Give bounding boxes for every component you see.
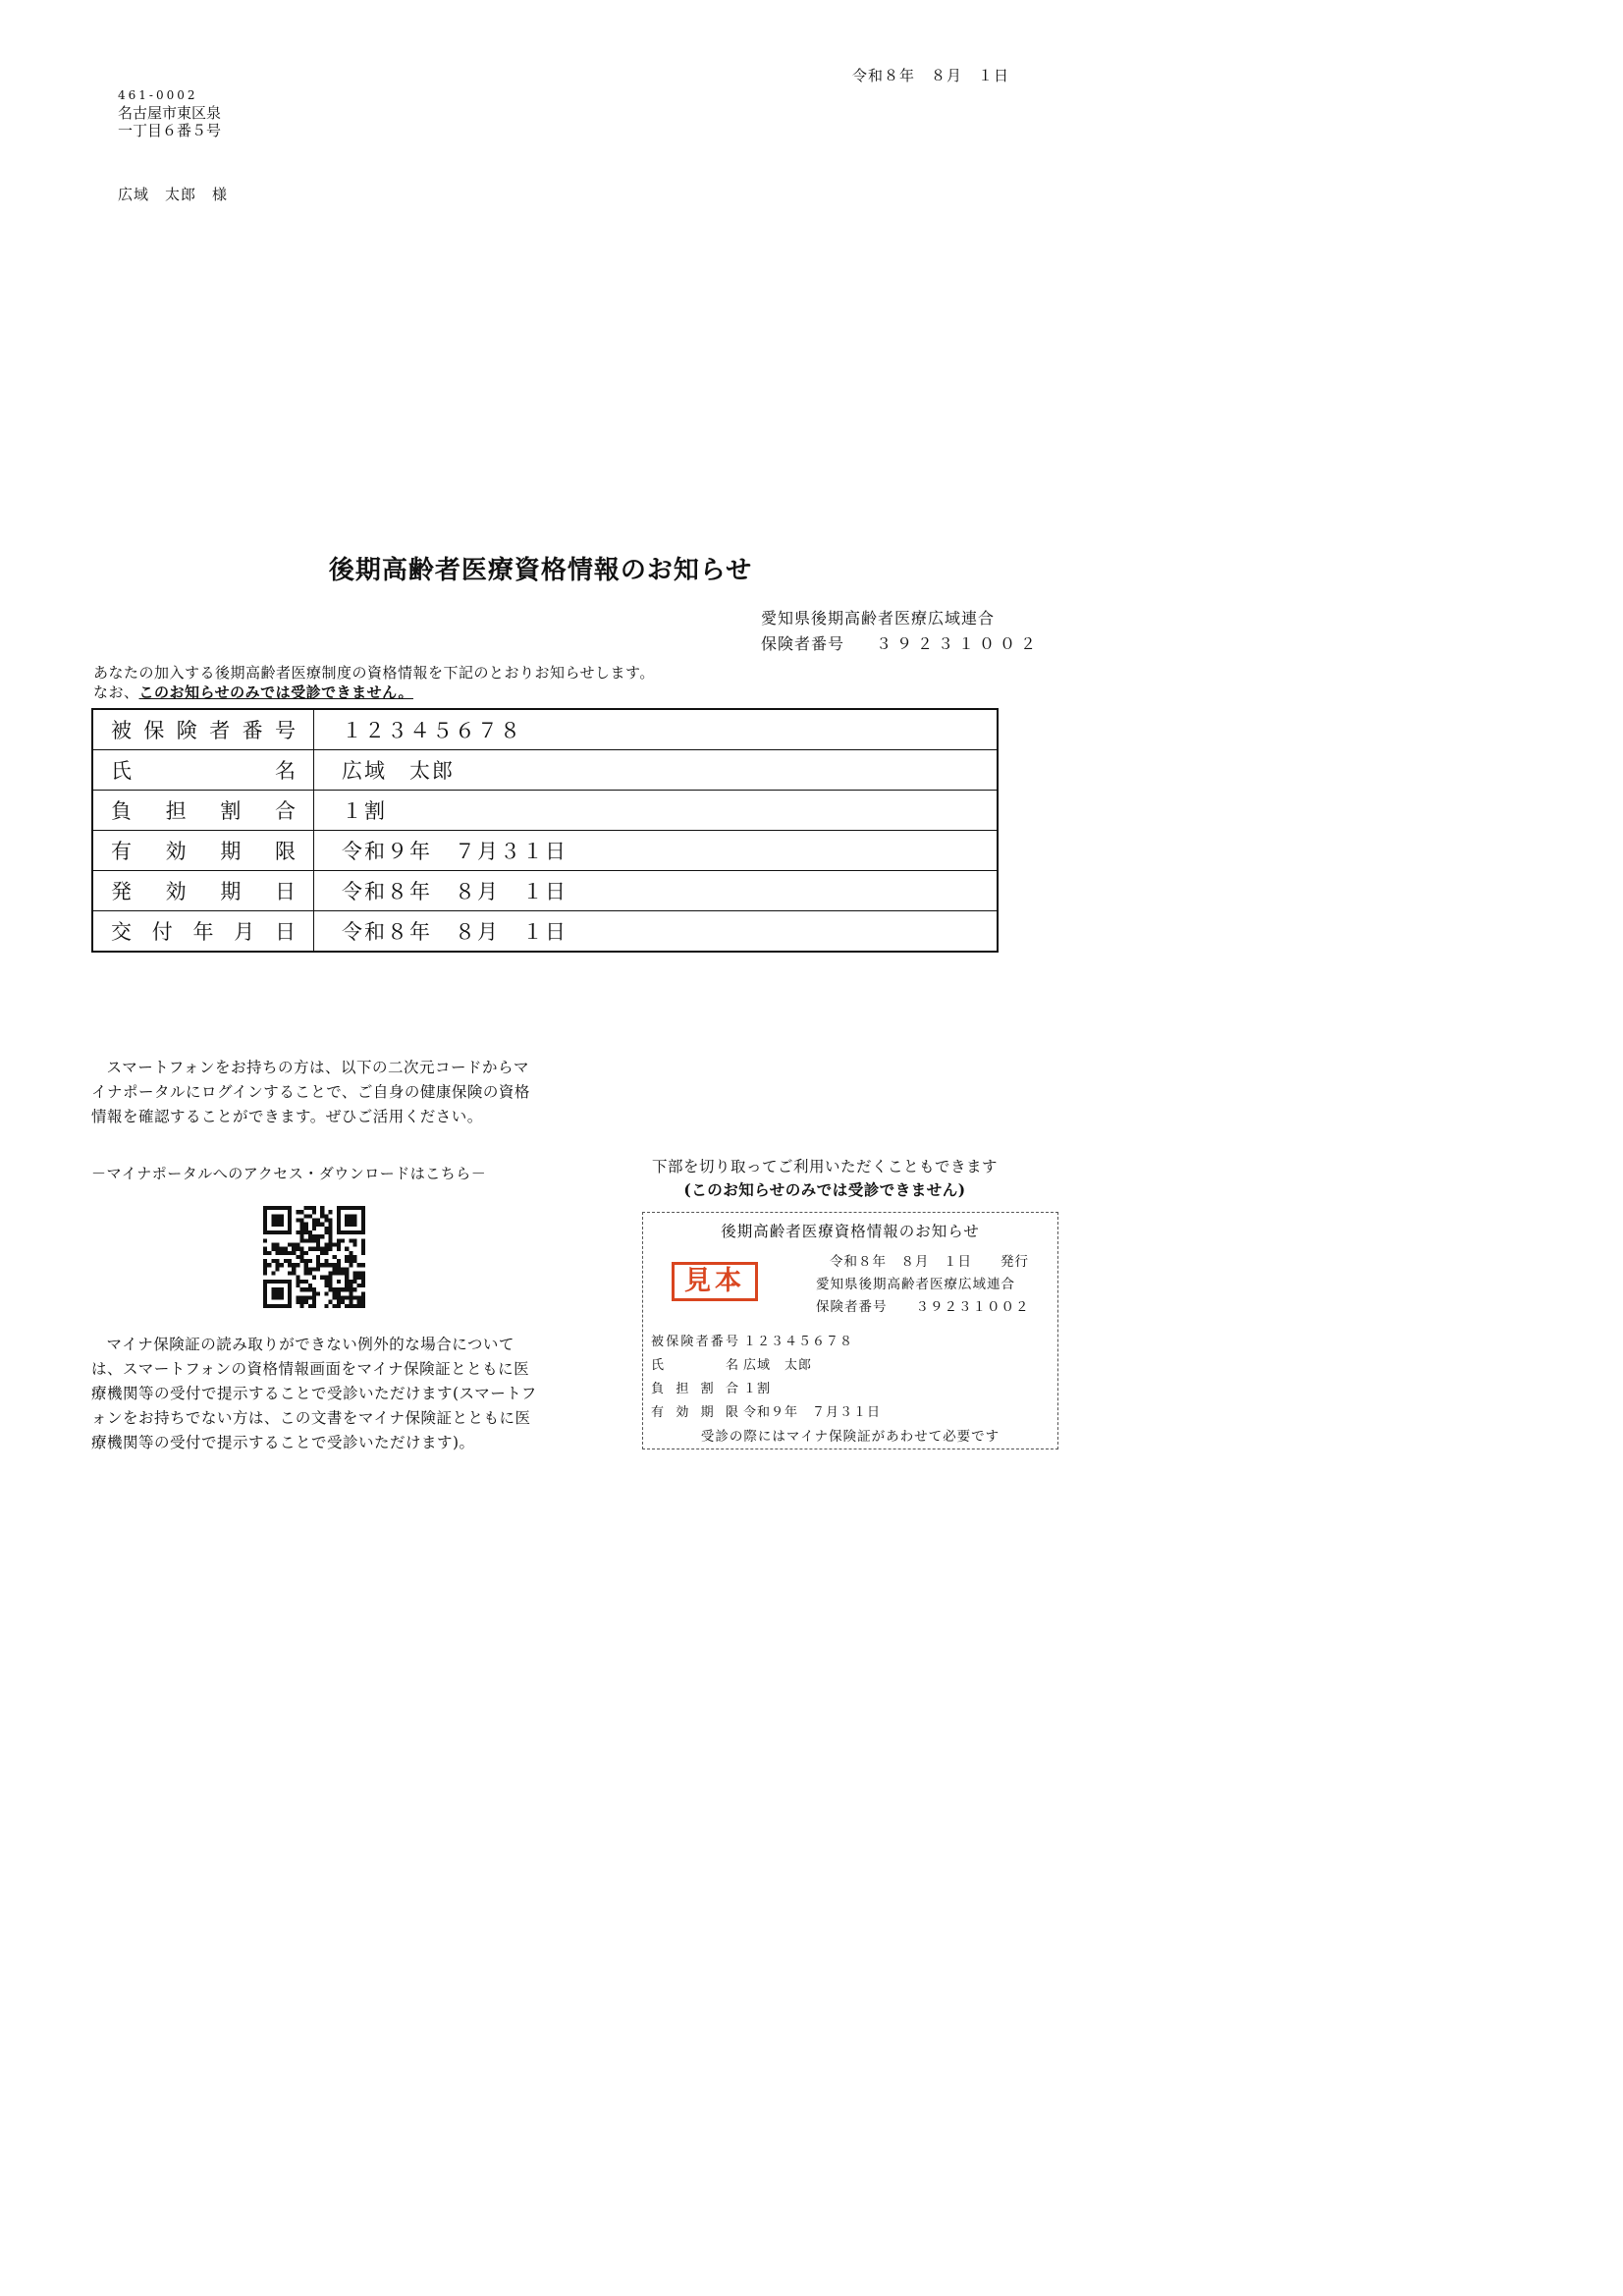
card-row-value: １２３４５６７８ (743, 1335, 854, 1349)
exception-note: マイナ保険証の読み取りができない例外的な場合については、スマートフォンの資格情報画面をマイナ保険証とともに医療機関等の受付で提示することで受診いただけます(スマートフォンをお持ちでない方は、この文書をマイナ保険証とともに医療機関等の受付で提示することで受診いただけます)。 (91, 1336, 537, 1451)
card-row-value: 広域 太郎 (743, 1358, 813, 1373)
cutout-note-line-2: (このお知らせのみでは受診できません) (683, 1180, 966, 1199)
letter-date: 令和８年 ８月 １日 (852, 67, 1010, 84)
row-value: 広域 太郎 (314, 750, 999, 791)
card-row-value: 令和９年 ７月３１日 (743, 1405, 882, 1420)
row-value: １２３４５６７８ (314, 709, 999, 750)
cutout-card (642, 1212, 1058, 1449)
row-value: 令和８年 ８月 １日 (314, 911, 999, 953)
table-row (92, 709, 998, 750)
card-issue-line: 令和８年 ８月 １日 発行 (830, 1254, 1029, 1270)
qualification-table (91, 708, 999, 953)
card-rows (651, 1331, 881, 1425)
card-title: 後期高齢者医療資格情報のお知らせ (721, 1223, 980, 1240)
card-issuer-name: 愛知県後期高齢者医療広域連合 (816, 1277, 1015, 1292)
access-link-text: －マイナポータルへのアクセス・ダウンロードはこちら－ (91, 1165, 487, 1182)
table-row (92, 871, 998, 911)
card-row-label: 有効期限 (651, 1405, 739, 1420)
intro-line-2 (93, 683, 655, 702)
cutout-note-line-1: 下部を切り取ってご利用いただくこともできます (652, 1158, 999, 1175)
row-value: 令和９年 ７月３１日 (314, 831, 999, 871)
row-label: 氏名 (92, 750, 314, 791)
cutout-note (652, 1155, 998, 1202)
table-row (92, 911, 998, 953)
table-row (92, 750, 998, 791)
postal-code: 461-0002 (118, 88, 198, 102)
card-row-value: １割 (743, 1382, 772, 1396)
qr-code-icon[interactable] (263, 1206, 365, 1308)
sample-stamp: 見本 (672, 1262, 758, 1301)
card-row (651, 1354, 881, 1378)
table-row (92, 791, 998, 831)
row-label: 交付年月日 (92, 911, 314, 953)
card-row (651, 1331, 881, 1354)
insurer-number-label: 保険者番号 (761, 634, 845, 653)
card-issuer (816, 1274, 1030, 1319)
row-label: 発効期日 (92, 871, 314, 911)
insurer-number-line (761, 631, 1041, 657)
addressee: 広域 太郎 様 (118, 186, 229, 203)
issuer-block (761, 606, 1041, 657)
intro-emphasis: このお知らせのみでは受診できません。 (138, 683, 413, 701)
row-label: 負担割合 (92, 791, 314, 831)
card-row (651, 1401, 881, 1425)
row-value: 令和８年 ８月 １日 (314, 871, 999, 911)
issuer-name: 愛知県後期高齢者医療広域連合 (761, 609, 996, 628)
insurer-number: ３９２３１００２ (876, 634, 1042, 653)
row-label: 有効期限 (92, 831, 314, 871)
intro-line-1: あなたの加入する後期高齢者医療制度の資格情報を下記のとおりお知らせします。 (93, 664, 655, 682)
intro-prefix: なお、 (93, 683, 139, 701)
table-row (92, 831, 998, 871)
card-insurer-line: 保険者番号 ３９２３１００２ (816, 1299, 1030, 1315)
row-value: １割 (314, 791, 999, 831)
recipient-address (118, 86, 221, 139)
notice-title: 後期高齢者医療資格情報のお知らせ (328, 556, 753, 585)
card-footer: 受診の際にはマイナ保険証があわせて必要です (700, 1429, 1001, 1445)
card-row-label: 負担割合 (651, 1382, 739, 1396)
address-line-2: 一丁目６番５号 (118, 122, 222, 139)
card-row (651, 1378, 881, 1401)
row-label: 被保険者番号 (92, 709, 314, 750)
card-row-label: 被保険者番号 (651, 1335, 739, 1349)
card-row-label: 氏名 (651, 1358, 739, 1373)
address-line-1: 名古屋市東区泉 (118, 104, 222, 122)
intro-text (93, 663, 655, 702)
smartphone-text: スマートフォンをお持ちの方は、以下の二次元コードからマイナポータルにログインすることで、ご自身の健康保険の資格情報を確認することができます。ぜひご活用ください。 (91, 1059, 530, 1125)
